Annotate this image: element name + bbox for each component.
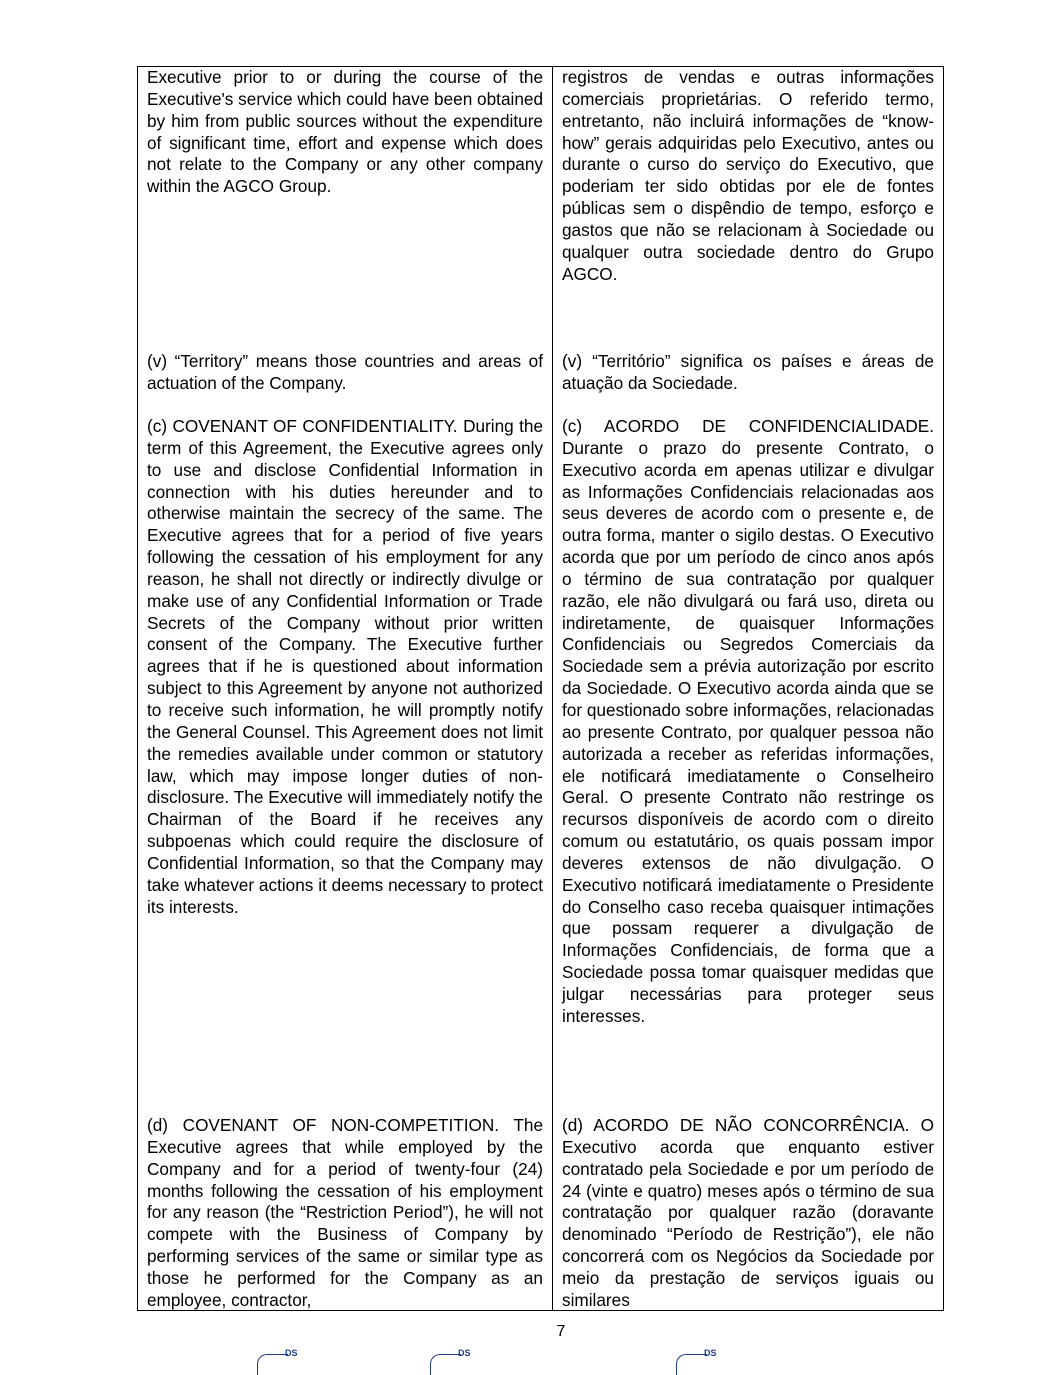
portuguese-paragraph-territory: (v) “Território” significa os países e áreas de atuação da Sociedade. — [562, 351, 934, 393]
ds-label: DS — [458, 1348, 471, 1358]
docusign-initial-box-2 — [430, 1346, 500, 1366]
portuguese-paragraph-1: registros de vendas e outras informações comerciais proprietárias. O referido termo, entretanto, não incluirá informações de “know-how” gerais adquiridas pelo Executivo, antes ou durante o curso do serviço do Executivo, que poderiam ter sido obtidas por ele de fontes públicas sem o dispêndio de tempo, esforço e gastos que não se relacionam à Sociedade ou qualquer outra sociedade dentro do Grupo AGCO. — [562, 67, 934, 284]
portuguese-paragraph-non-competition: (d) ACORDO DE NÃO CONCORRÊNCIA. O Executivo acorda que enquanto estiver contratado pela Sociedade e por um período de 24 (vinte e quatro) meses após o término de sua contratação por qualquer razão (doravante denominado “Período de Restrição”), ele não concorrerá com os Negócios da Sociedade por meio da prestação de serviços iguais ou similares — [562, 1115, 934, 1310]
portuguese-paragraph-confidentiality: (c) ACORDO DE CONFIDENCIALIDADE. Durante o prazo do presente Contrato, o Executivo acorda em apenas utilizar e divulgar as Informações Confidenciais relacionadas aos seus deveres de acordo com o presente e, de outra forma, manter o sigilo destas. O Executivo acorda que por um período de cinco anos após o término de sua contratação por qualquer razão, ele não divulgará ou fará uso, direta ou indiretamente, de quaisquer Informações Confidenciais ou Segredos Comerciais da Sociedade sem a prévia autorização por escrito da Sociedade. O Executivo acorda ainda que se for questionado sobre informações, relacionadas ao presente Contrato, por qualquer pessoa não autorizada a receber as referidas informações, ele notificará imediatamente o Conselheiro Geral. O presente Contrato não restringe os recursos disponíveis de acordo com o direito comum ou estatutário, os quais possam impor deveres extensos de não divulgação. O Executivo notificará imediatamente o Presidente do Conselho caso receba quaisquer intimações que possam requerer a divulgação de Informações Confidenciais, de forma que a Sociedade possa tomar quaisquer medidas que julgar necessárias para proteger seus interesses. — [562, 416, 934, 1026]
ds-label: DS — [704, 1348, 717, 1358]
ds-label: DS — [285, 1348, 298, 1358]
docusign-initial-box-1 — [257, 1346, 327, 1366]
english-paragraph-non-competition: (d) COVENANT OF NON-COMPETITION. The Executive agrees that while employed by the Company and for a period of twenty-four (24) months following the cessation of his employment for any reason (the “Restriction Period”), he will not compete with the Business of Company by performing services of the same or similar type as those he performed for the Company as an employee, contractor, — [147, 1115, 543, 1310]
portuguese-column — [553, 67, 943, 1310]
english-paragraph-confidentiality: (c) COVENANT OF CONFIDENTIALITY. During the term of this Agreement, the Executive agrees only to use and disclose Confidential Information in connection with his duties hereunder and to otherwise maintain the secrecy of the same. The Executive agrees that for a period of five years following the cessation of his employment for any reason, he shall not directly or indirectly divulge or make use of any Confidential Information or Trade Secrets of the Company without prior written consent of the Company. The Executive further agrees that if he is questioned about information subject to this Agreement by anyone not authorized to receive such information, he will promptly notify the General Counsel. This Agreement does not limit the remedies available under common or statutory law, which may impose longer duties of non-disclosure. The Executive will immediately notify the Chairman of the Board if he receives any subpoenas which could require the disclosure of Confidential Information, so that the Company may take whatever actions it deems necessary to protect its interests. — [147, 416, 543, 917]
page-number: 7 — [556, 1323, 566, 1340]
english-paragraph-territory: (v) “Territory” means those countries and areas of actuation of the Company. — [147, 351, 543, 393]
bilingual-table — [137, 66, 944, 1311]
english-paragraph-1: Executive prior to or during the course of the Executive's service which could have been obtained by him from public sources without the expenditure of significant time, effort and expense which does not relate to the Company or any other company within the AGCO Group. — [147, 67, 543, 197]
english-column — [138, 67, 553, 1310]
docusign-initial-box-3 — [676, 1346, 746, 1366]
